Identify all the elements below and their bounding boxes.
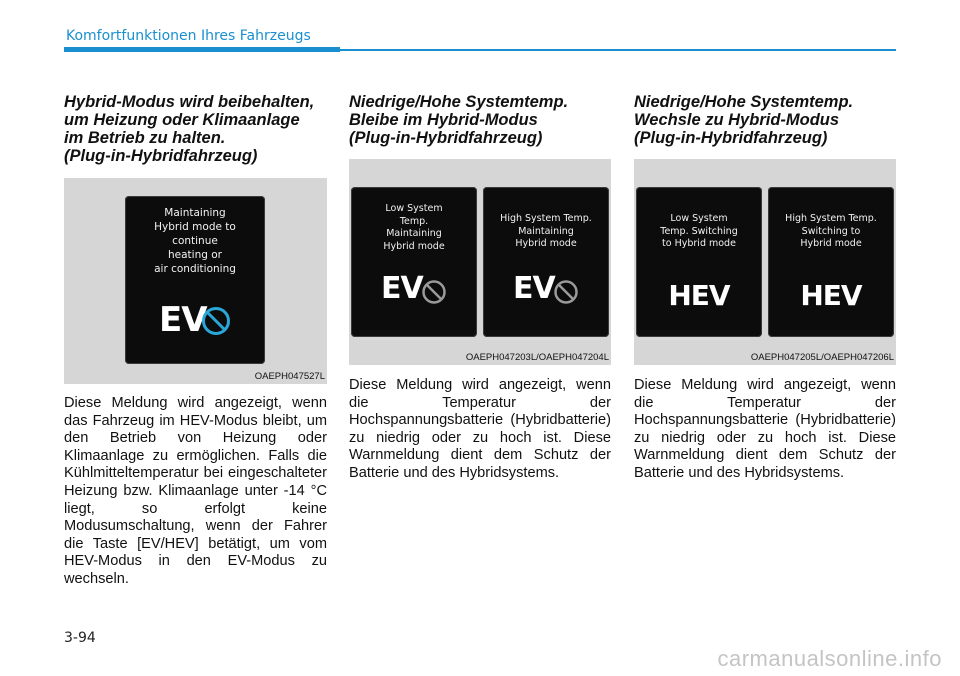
page-number: 3-94 (64, 630, 96, 646)
cluster-screen-low-temp (636, 187, 762, 337)
cluster-screen-high-temp (483, 187, 609, 337)
screen-message: Low System Temp. Switching to Hybrid mode (660, 213, 738, 249)
figure-code: OAEPH047203L/OAEPH047204L (465, 352, 609, 363)
heading-line: Niedrige/Hohe Systemtemp. (349, 93, 569, 111)
cluster-screen (125, 196, 265, 364)
mode-label: EV (159, 300, 207, 340)
header-rule-accent (64, 47, 340, 52)
column-heading (64, 93, 327, 165)
mode-label: EV (381, 271, 423, 306)
mode-label: HEV (668, 279, 730, 312)
figure-code: OAEPH047205L/OAEPH047206L (750, 352, 894, 363)
heading-line: um Heizung oder Klimaanlage (64, 111, 300, 129)
ev-prohibited-icon (553, 279, 579, 305)
mode-label: EV (513, 271, 555, 306)
heading-line: (Plug-in-Hybridfahrzeug) (634, 129, 828, 147)
heading-line: (Plug-in-Hybridfahrzeug) (349, 129, 543, 147)
heading-line: im Betrieb zu halten. (64, 129, 226, 147)
column-stay-hybrid (349, 93, 612, 147)
body-text: Diese Meldung wird angezeigt, wenn die Temperatur der Hochspannungsbatterie (Hybridbatterie) zu niedrig oder zu hoch ist. Diese Warnmeldung dient dem Schutz der Batterie und des Hybridsystems. (349, 377, 611, 481)
figure-code: OAEPH047527L (254, 371, 325, 382)
column-switch-hybrid (634, 93, 897, 147)
column-heading (349, 93, 612, 147)
cluster-screen-high-temp (768, 187, 894, 337)
heading-line: Wechsle zu Hybrid-Modus (634, 111, 840, 129)
header-rule (340, 49, 896, 51)
cluster-screen-low-temp (351, 187, 477, 337)
heading-line: Niedrige/Hohe Systemtemp. (634, 93, 854, 111)
ev-prohibited-icon (421, 279, 447, 305)
figure-cluster-display (64, 178, 327, 384)
mode-label: HEV (800, 279, 862, 312)
ev-prohibited-icon (201, 306, 231, 336)
heading-line: Hybrid-Modus wird beibehalten, (64, 93, 315, 111)
watermark: carmanualsonline.info (717, 646, 942, 671)
figure-cluster-display-pair (634, 159, 896, 365)
column-hybrid-maintained (64, 93, 327, 165)
section-title: Komfortfunktionen Ihres Fahrzeugs (66, 28, 311, 44)
body-text: Diese Meldung wird angezeigt, wenn das Fahrzeug im HEV-Modus bleibt, um den Betrieb von Heizung oder Klimaanlage zu ermöglichen. Falls die Kühlmitteltemperatur bei eingeschalteter Heizung bzw. Klimaanlage unter -14 °C liegt, so erfolgt keine Modusumschaltung, wenn der Fahrer die Taste [EV/HEV] betätigt, um vom HEV-Modus in den EV-Modus zu wechseln. (64, 395, 327, 587)
screen-message: Maintaining Hybrid mode to continue heating or air conditioning (154, 207, 236, 275)
heading-line: Bleibe im Hybrid-Modus (349, 111, 538, 129)
body-text: Diese Meldung wird angezeigt, wenn die Temperatur der Hochspannungsbatterie (Hybridbatterie) zu niedrig oder zu hoch ist. Diese Warnmeldung dient dem Schutz der Batterie und des Hybridsystems. (634, 377, 896, 481)
heading-line: (Plug-in-Hybridfahrzeug) (64, 147, 258, 165)
screen-message: High System Temp. Switching to Hybrid mode (785, 213, 877, 249)
screen-message: High System Temp. Maintaining Hybrid mode (500, 213, 592, 249)
column-heading (634, 93, 897, 147)
screen-message: Low System Temp. Maintaining Hybrid mode (383, 203, 445, 252)
figure-cluster-display-pair (349, 159, 611, 365)
